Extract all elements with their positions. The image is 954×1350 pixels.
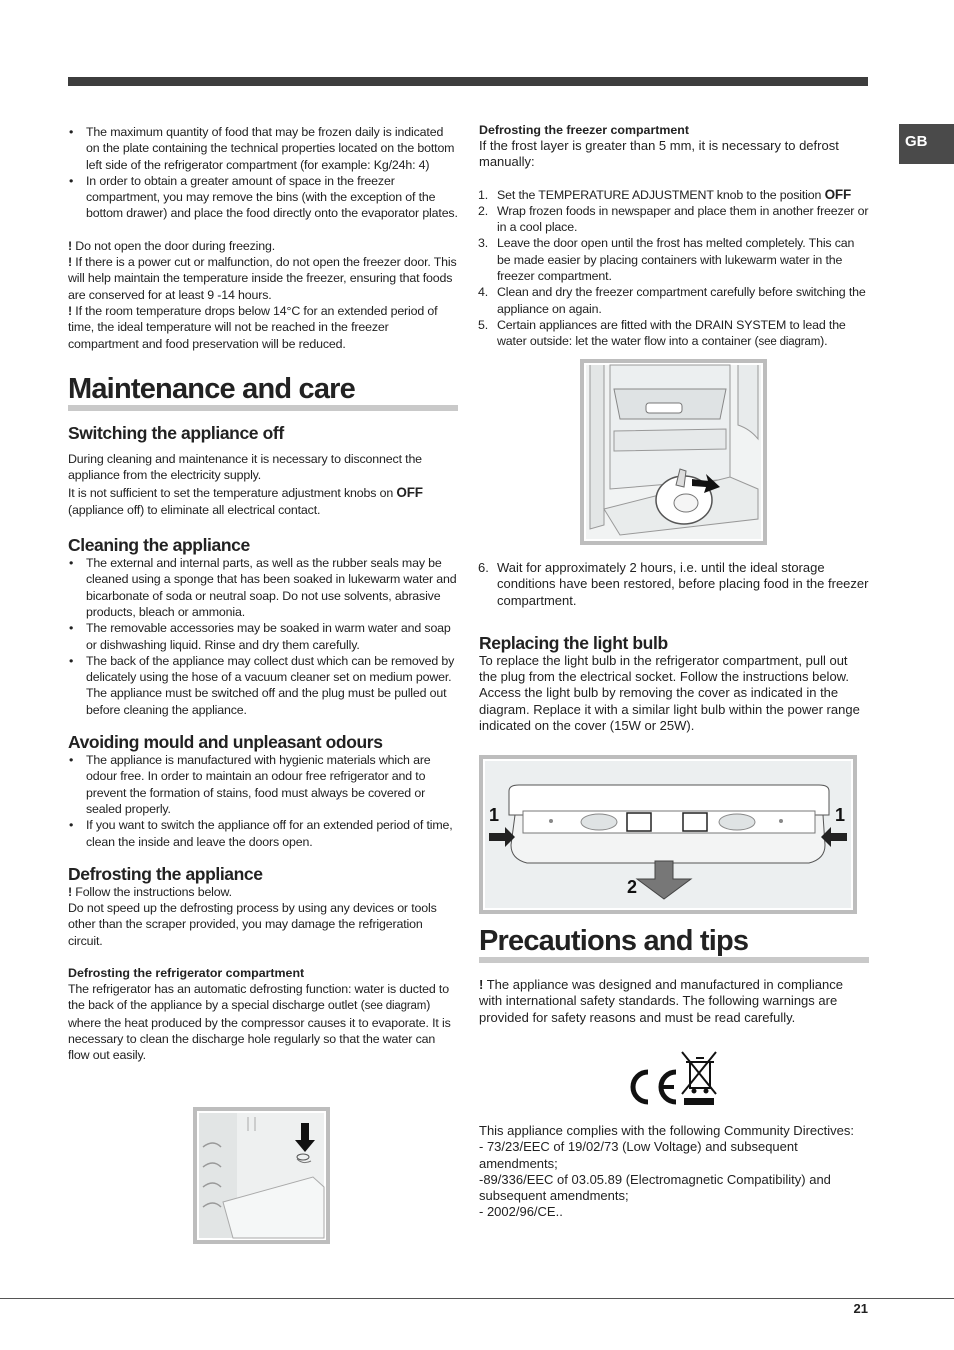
warning-text: Do not open the door during freezing. xyxy=(71,238,276,253)
freezer-steps xyxy=(479,187,869,351)
freezer-drain-diagram xyxy=(580,359,767,545)
right-column-lower xyxy=(479,560,869,734)
text: Wrap frozen foods in newspaper and place them in another freezer or in a cool place. xyxy=(497,203,869,235)
light-bulb-p2: Access the light bulb by removing the cover as indicated in the diagram. Replace it with a similar light bulb within the power range indicated on the cover (15W or 25W). xyxy=(479,685,860,734)
step-item xyxy=(478,560,869,609)
text: Set the TEMPERATURE ADJUSTMENT knob to the position xyxy=(497,187,825,202)
freezer-defrost-intro: If the frost layer is greater than 5 mm, it is necessary to defrost manually: xyxy=(479,138,839,170)
fridge-defrost-text xyxy=(68,981,458,1063)
arrow-label-bottom: 2 xyxy=(627,877,638,897)
text: Wait for approximately 2 hours, i.e. until the ideal storage conditions have been restored, before placing food in the freezer compartment. xyxy=(497,560,869,608)
text: The appliance was designed and manufactured in compliance with international safety standards. The following warnings are provided for safety reasons and must be read carefully. xyxy=(479,977,844,1025)
switching-off-p1: During cleaning and maintenance it is necessary to disconnect the appliance from the electricity supply. xyxy=(68,451,422,483)
precautions-section xyxy=(479,925,869,1026)
mould-title: Avoiding mould and unpleasant odours xyxy=(68,732,383,753)
list-item: • In order to obtain a greater amount of space in the freezer compartment, you may remove the bins (with the exception of the bottom drawer) and place the food directly onto the evaporator plates. xyxy=(86,173,458,222)
step-item xyxy=(478,284,869,317)
step-number: 2. xyxy=(478,203,489,218)
step-number: 3. xyxy=(478,236,489,251)
footer-rule xyxy=(0,1298,954,1299)
directive-line: -89/336/EEC of 03.05.89 (Electromagnetic Compatibility) and subsequent amendments; xyxy=(479,1171,831,1204)
maintenance-title: Maintenance and care xyxy=(68,373,458,411)
right-column xyxy=(479,122,869,351)
step-item xyxy=(478,186,869,203)
light-bulb-title: Replacing the light bulb xyxy=(479,632,668,653)
warning-mark: ! xyxy=(479,977,484,992)
page-number: 21 xyxy=(853,1301,868,1316)
step-number: 6. xyxy=(478,560,489,575)
light-bulb-p1: To replace the light bulb in the refrigerator compartment, pull out the plug from the electrical socket. Follow the instructions below. xyxy=(479,652,849,685)
text: Leave the door open until the frost has melted completely. This can be made easier by placing containers with lukewarm water in the freezer compartment. xyxy=(497,236,855,284)
fridge-defrost-title: Defrosting the refrigerator compartment xyxy=(68,965,305,980)
arrow-label-right: 1 xyxy=(835,805,846,825)
cleaning-title: Cleaning the appliance xyxy=(68,535,250,556)
freezer-defrost-title: Defrosting the freezer compartment xyxy=(479,123,689,137)
left-column xyxy=(68,122,458,1063)
warning-mark: ! xyxy=(68,255,72,270)
cleaning-bullets xyxy=(68,555,458,718)
ce-weee-logo xyxy=(626,1050,718,1108)
light-bulb-illustration xyxy=(479,755,857,914)
precautions-intro xyxy=(479,977,869,1026)
list-item: • The back of the appliance may collect dust which can be removed by delicately using the hose of a vacuum cleaner set on medium power. The appliance must be switched off and the plug must be pulled out before cleaning the appliance. xyxy=(86,653,458,718)
off-label: OFF xyxy=(824,186,852,202)
step-item xyxy=(478,203,869,236)
defrosting-p1: Do not speed up the defrosting process by using any devices or tools other than the scraper provided, you may damage the refrigeration circuit. xyxy=(68,901,437,948)
see-diagram: see diagram xyxy=(758,336,821,349)
switching-off-title: Switching the appliance off xyxy=(68,422,284,443)
directive-line: - 73/23/EEC of 19/02/73 (Low Voltage) and subsequent amendments; xyxy=(479,1139,798,1171)
warning-text: If there is a power cut or malfunction, do not open the freezer door. This will help maintain the temperature inside the freezer, ensuring that foods are conserved for at least 9 -14 hours. xyxy=(68,255,457,302)
warning-line xyxy=(68,254,458,303)
directive-line: - 2002/96/CE.. xyxy=(479,1204,563,1220)
language-tab: GB xyxy=(899,124,954,164)
switching-off-p2 xyxy=(68,485,458,518)
light-bulb-diagram xyxy=(479,755,857,914)
freezer-drain-illustration xyxy=(580,359,767,545)
freezer-step-6 xyxy=(479,560,869,609)
step-number: 4. xyxy=(478,285,489,300)
warning-text: If the room temperature drops below 14°C for an extended period of time, the ideal temperature will not be reached in the freezer compartment and food preservation will be reduced. xyxy=(68,303,438,351)
text: It is not sufficient to set the temperature adjustment knobs on xyxy=(68,486,397,501)
step-number: 5. xyxy=(478,317,489,332)
warnings xyxy=(68,238,458,352)
warning-mark: ! xyxy=(68,238,72,253)
warning-line xyxy=(68,238,458,254)
text: ). xyxy=(820,334,828,349)
intro-bullets xyxy=(68,124,458,222)
warning-mark: ! xyxy=(68,884,72,899)
text: Clean and dry the freezer compartment carefully before switching the appliance on again. xyxy=(497,285,866,316)
list-item: • The external and internal parts, as well as the rubber seals may be cleaned using a sponge that has been soaked in lukewarm water and bicarbonate of soda or neutral soap. Do not use solvents, abrasive products, bleach or ammonia. xyxy=(86,555,458,620)
warning-mark: ! xyxy=(68,303,72,318)
compliance-marks xyxy=(626,1050,718,1108)
defrosting-follow xyxy=(68,884,458,900)
off-label: OFF xyxy=(396,485,423,501)
directives-section xyxy=(479,1123,869,1221)
header-rule xyxy=(68,77,868,86)
see-diagram: see diagram xyxy=(364,1000,427,1013)
list-item: • The appliance is manufactured with hygienic materials which are odour free. In order to maintain an odour free refrigerator and to prevent the formation of stains, food must always be covered or sealed properly. xyxy=(86,752,458,817)
text: Certain appliances are fitted with the DRAIN SYSTEM to lead the water outside: let the water flow into a container ( xyxy=(497,317,846,349)
step-item xyxy=(478,235,869,284)
mould-bullets xyxy=(68,752,458,850)
fridge-discharge-diagram xyxy=(193,1107,330,1244)
list-item: • The maximum quantity of food that may be frozen daily is indicated on the plate containing the technical properties located on the bottom left side of the refrigerator compartment (for example: Kg/24h: 4) xyxy=(86,124,458,173)
list-item: • The removable accessories may be soaked in warm water and soap or dishwashing liquid. Rinse and dry them carefully. xyxy=(86,620,458,653)
text: (appliance off) to eliminate all electrical contact. xyxy=(68,502,321,517)
defrosting-title: Defrosting the appliance xyxy=(68,863,263,884)
step-number: 1. xyxy=(478,187,489,202)
precautions-title: Precautions and tips xyxy=(479,925,869,963)
arrow-label-left: 1 xyxy=(489,805,500,825)
text: Follow the instructions below. xyxy=(71,884,232,899)
warning-line xyxy=(68,303,458,352)
step-item xyxy=(478,317,869,351)
list-item: • If you want to switch the appliance off for an extended period of time, clean the inside and leave the doors open. xyxy=(86,817,458,850)
fridge-discharge-illustration xyxy=(193,1107,330,1244)
directives-intro: This appliance complies with the following Community Directives: xyxy=(479,1123,854,1138)
text: The refrigerator has an automatic defrosting function: water is ducted to the back of the appliance by a special discharge outlet ( xyxy=(68,981,449,1013)
text: ) where the heat produced by the compressor causes it to evaporate. It is necessary to clean the discharge hole regularly so that the water can flow out easily. xyxy=(68,998,451,1063)
